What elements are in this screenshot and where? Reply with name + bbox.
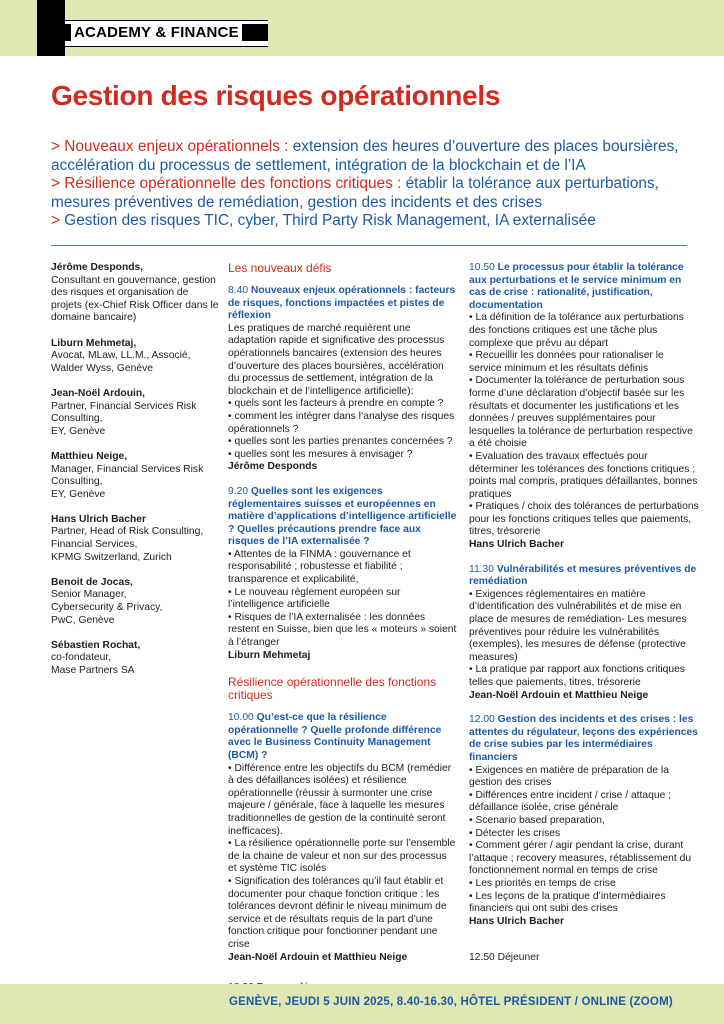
session-speaker: Hans Ulrich Bacher [469, 915, 564, 927]
session-speaker: Jean-Noël Ardouin et Matthieu Neige [469, 689, 649, 701]
session-title: 10.00 Qu’est-ce que la résilience opérationnelle ? Quelle profonde différence avec le Business Continuity Management (BCM) ? [228, 712, 442, 761]
session-1130: 11.30 Vulnérabilités et mesures préventives de remédiation • Exigences réglementaires en matière d’identification des vulnérabilités et de mise en place de mesures de remédiation- Les mesures préventives pour réduire les vulnérabilités (exemples), les mesures de défense (protective measures) • La pratique par rapport aux fonctions critiques telles que paiements, titres, trésorerie Jean-Noël Ardouin et Matthieu Neige [469, 564, 699, 703]
session-speaker: Liburn Mehmetaj [228, 649, 311, 661]
brand-banner [65, 20, 268, 47]
speakers-column [51, 262, 221, 690]
intro-line: > Gestion des risques TIC, cyber, Third Party Risk Management, IA externalisée [51, 212, 596, 229]
top-bar-accent [37, 0, 65, 56]
speaker: Liburn Mehmetaj, Avocat, MLaw, LL.M., Associé, Walder Wyss, Genève [51, 337, 191, 374]
session-1050: 10.50 Le processus pour établir la tolérance aux perturbations et le service minimum en cas de crise : rationalité, justification, documentation • La définition de la tolérance aux perturbations des fonctions critiques est une tâche plus complexe que prévu au départ • Recueillir les données pour rationaliser le service minimum et les résultats définis • Documenter la tolérance de perturbation sous forme d’une déclaration d’objectif basée sur les résultats et documenter les justifications et les données / preuves supplémentaires pour lesquelles la tolérance de perturbation respective a été choisie • Evaluation des travaux effectués pour déterminer les tolérances des fonctions critiques ; points mal compris, pratiques défaillantes, bonnes pratiques • Pratiques / choix des tolérances de perturbations pour les fonctions critiques telles que paiements, titres, trésorerie Hans Ulrich Bacher [469, 262, 699, 551]
session-0920: 9.20 Quelles sont les exigences réglementaires suisses et européennes en matière d’applications d’intelligence artificielle ? Quelles précautions prendre face aux risques de l’IA externalisée ? • Attentes de la FINMA : gouvernance et responsabilité ; robustesse et fiabilité ; transparence et explicabilité, • Le nouveau règlement européen sur l’intelligence artificielle • Risques de l’IA externalisée : les données restent en Suisse, bien que les « moteurs » soient à l’étranger Liburn Mehmetaj [228, 485, 457, 661]
program-column-1 [228, 262, 458, 995]
session-0840: 8.40 Nouveaux enjeux opérationnels : facteurs de risques, fonctions impactées et pistes de réflexion Les pratiques de marché requièrent une adaptation rapide et significative des processus opérationnels bancaires (extension des heures d’ouverture des places boursières, accélération du processus de settlement, intégration de la blockchain et de l’intelligence artificielle): • quels sont les facteurs à prendre en compte ? • comment les intégrer dans l’analyse des risques opérationnels ? • quelles sont les parties prenantes concernées ? • quelles sont les mesures à envisager ? Jérôme Desponds [228, 285, 458, 474]
section-heading: Résilience opérationnelle des fonctions critiques [228, 675, 437, 703]
program-column-2 [469, 262, 699, 965]
footer-bar [0, 984, 724, 1024]
session-title: 11.30 Vulnérabilités et mesures préventives de remédiation [469, 563, 697, 588]
session-1200: 12.00 Gestion des incidents et des crises : les attentes du régulateur, leçons des expériences de crise subies par les intermédiaires financiers • Exigences en matière de préparation de la gestion des crises • Différences entre incident / crise / attaque ; défaillance isolée, crise générale • Scenario based preparation, • Détecter les crises • Comment gérer / agir pendant la crise, durant l’attaque ; recovery measures, rétablissement du fonctionnement normal en temps de crise • Les priorités en temps de crise • Les leçons de la pratique d’intermédiaires financiers qui ont subi des crises Hans Ulrich Bacher [469, 714, 698, 927]
session-title: 12.00 Gestion des incidents et des crises : les attentes du régulateur, leçons des expériences de crise subies par les intermédiaires financiers [469, 714, 698, 763]
speaker: Jérôme Desponds, Consultant en gouvernance, gestion des risques et organisation de projets (ex-Chief Risk Officer dans le domaine bancaire) [51, 262, 219, 324]
speaker: Sébastien Rochat, co-fondateur, Mase Partners SA [51, 639, 141, 676]
event-info: GENÈVE, JEUDI 5 JUIN 2025, 8.40-16.30, HÔTEL PRÉSIDENT / ONLINE (ZOOM) [229, 996, 673, 1008]
intro-block [51, 138, 691, 231]
intro-line: > Résilience opérationnelle des fonctions critiques : établir la tolérance aux perturbations, mesures préventives de remédiation, gestion des incidents et des crises [51, 175, 659, 211]
session-title: 9.20 Quelles sont les exigences réglementaires suisses et européennes en matière d’applications d’intelligence artificielle ? Quelles précautions prendre face aux risques de l’IA externalisée ? [228, 485, 457, 548]
brand-banner-text: ACADEMY & FINANCE [71, 23, 242, 43]
session-speaker: Jérôme Desponds [228, 461, 318, 473]
speaker: Benoit de Jocas, Senior Manager, Cybersecurity & Privacy, PwC, Genève [51, 576, 163, 626]
session-title: 10.50 Le processus pour établir la tolérance aux perturbations et le service minimum en cas de crise : rationalité, justification, documentation [469, 262, 684, 311]
page-title: Gestion des risques opérationnels [51, 80, 501, 111]
speaker: Jean-Noël Ardouin, Partner, Financial Services Risk Consulting, EY, Genève [51, 387, 197, 437]
section-heading: Les nouveaux défis [228, 261, 332, 275]
speaker: Hans Ulrich Bacher Partner, Head of Risk Consulting, Financial Services, KPMG Switzerland, Zurich [51, 513, 204, 563]
lunch-break: 12.50 Déjeuner [469, 952, 540, 964]
speaker: Matthieu Neige, Manager, Financial Services Risk Consulting, EY, Genève [51, 450, 204, 500]
session-1000: 10.00 Qu’est-ce que la résilience opérationnelle ? Quelle profonde différence avec le Business Continuity Management (BCM) ? • Différence entre les objectifs du BCM (remédier à des défaillances isolées) et résilience opérationnelle (réussir à surmonter une crise majeure / générale, face à laquelle les mesures traditionnelles de gestion de la continuité seront inefficaces). • La résilience opérationnelle porte sur l’ensemble de la chaine de valeur et non sur des processus et système TIC isolés • Signification des tolérances qu’il faut établir et documenter pour chaque fonction critique : les tolérances devront définir le niveau minimum de service et de résultats requis de la part d’une fonction critique pour fonctionner pendant une crise Jean-Noël Ardouin et Matthieu Neige [228, 712, 458, 964]
divider [51, 245, 687, 246]
session-title: 8.40 Nouveaux enjeux opérationnels : facteurs de risques, fonctions impactées et pistes de réflexion [228, 285, 456, 322]
intro-line: > Nouveaux enjeux opérationnels : extension des heures d’ouverture des places boursières, accélération du processus de settlement, intégration de la blockchain et de l’IA [51, 138, 679, 174]
session-speaker: Hans Ulrich Bacher [469, 539, 564, 551]
session-speaker: Jean-Noël Ardouin et Matthieu Neige [228, 951, 408, 963]
